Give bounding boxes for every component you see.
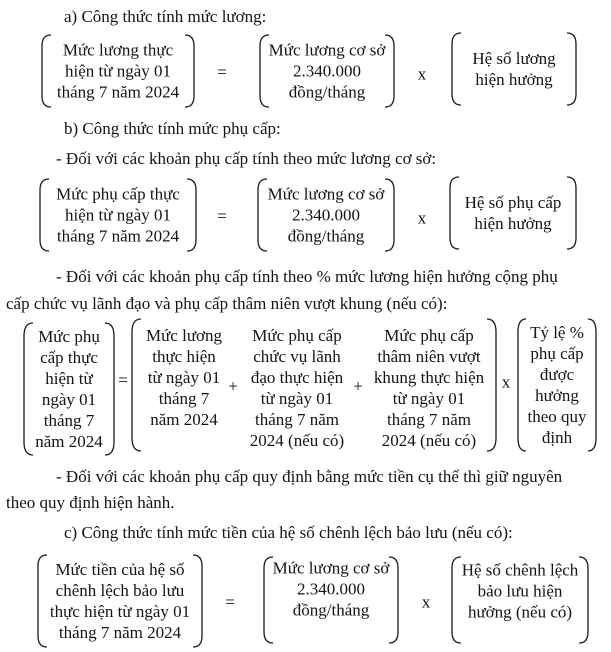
note-b2-line1: - Đối với các khoản phụ cấp tính theo % mức lương hiện hưởng cộng phụ [56,267,558,286]
note-b3-line1: - Đối với các khoản phụ cấp quy định bằng mức tiền cụ thể thì giữ nguyên [56,467,563,486]
formula-b2-right-text: Tỷ lệ % phụ cấp được hưởng theo quy định [527,323,587,447]
formula-b2-plus2: + [353,376,363,396]
formula-a-left-text: Mức lương thực hiện từ ngày 01 tháng 7 năm 2024 [56,40,180,102]
formula-b1-middle-box [256,178,396,252]
formula-b1-left-box [38,178,198,252]
formula-c-middle-text: Mức lương cơ sở 2.340.000 đồng/tháng [272,558,390,620]
note-b2-line2: cấp chức vụ lãnh đạo và phụ cấp thâm niên vượt khung (nếu có): [6,294,448,313]
heading-a: a) Công thức tính mức lương: [64,7,267,26]
formula-a-right-text: Hệ số lương hiện hưởng [472,49,556,89]
formula-b2-term2: Mức phụ cấp chức vụ lãnh đạo thực hiện từ ngày 01 tháng 7 năm 2024 (nếu có) [249,326,345,450]
formula-c-left-box [36,554,204,648]
formula-b2-equals: = [118,370,128,390]
formula-c-left-text: Mức tiền của hệ số chênh lệch bảo lưu thực hiện từ ngày 01 tháng 7 năm 2024 [49,560,191,642]
formula-b2-right-box [516,318,598,452]
formula-a-right-box [450,32,578,106]
formula-c-equals: = [225,592,235,612]
formula-c-right-text: Hệ số chênh lệch bảo lưu hiện hưởng (nếu có) [461,560,579,622]
heading-c: c) Công thức tính mức tiền của hệ số chênh lệch bảo lưu (nếu có): [64,523,513,542]
formula-a-middle-box [258,34,396,108]
formula-a-equals: = [217,62,227,82]
formula-a-middle-text: Mức lương cơ sở 2.340.000 đồng/tháng [268,40,386,102]
formula-b2-left-box [22,322,116,456]
formula-b2-left-text: Mức phụ cấp thực hiện từ ngày 01 tháng 7 năm 2024 [35,327,103,451]
formula-a-times: x [417,64,427,84]
note-b1: - Đối với các khoản phụ cấp tính theo mức lương cơ sở: [56,149,437,168]
formula-a-left-box [40,34,196,108]
formula-b1-left-text: Mức phụ cấp thực hiện từ ngày 01 tháng 7 năm 2024 [56,184,180,246]
formula-b1-times: x [417,208,427,228]
formula-b2-term1: Mức lương thực hiện từ ngày 01 tháng 7 năm 2024 [145,326,223,429]
heading-b: b) Công thức tính mức phụ cấp: [64,119,281,138]
formula-b2-plus1: + [228,376,238,396]
note-b3-line2: theo quy định hiện hành. [6,493,175,512]
formula-b1-equals: = [217,206,227,226]
formula-b1-right-text: Hệ số phụ cấp hiện hưởng [464,193,562,233]
formula-b2-times: x [501,372,511,392]
formula-c-right-box [450,556,590,644]
formula-c-times: x [421,592,431,612]
formula-b2-term3: Mức phụ cấp thâm niên vượt khung thực hiện từ ngày 01 tháng 7 năm 2024 (nếu có) [373,326,485,450]
formula-b1-right-box [448,176,578,250]
formula-c-middle-box [262,556,400,644]
formula-b1-middle-text: Mức lương cơ sở 2.340.000 đồng/tháng [267,184,385,246]
